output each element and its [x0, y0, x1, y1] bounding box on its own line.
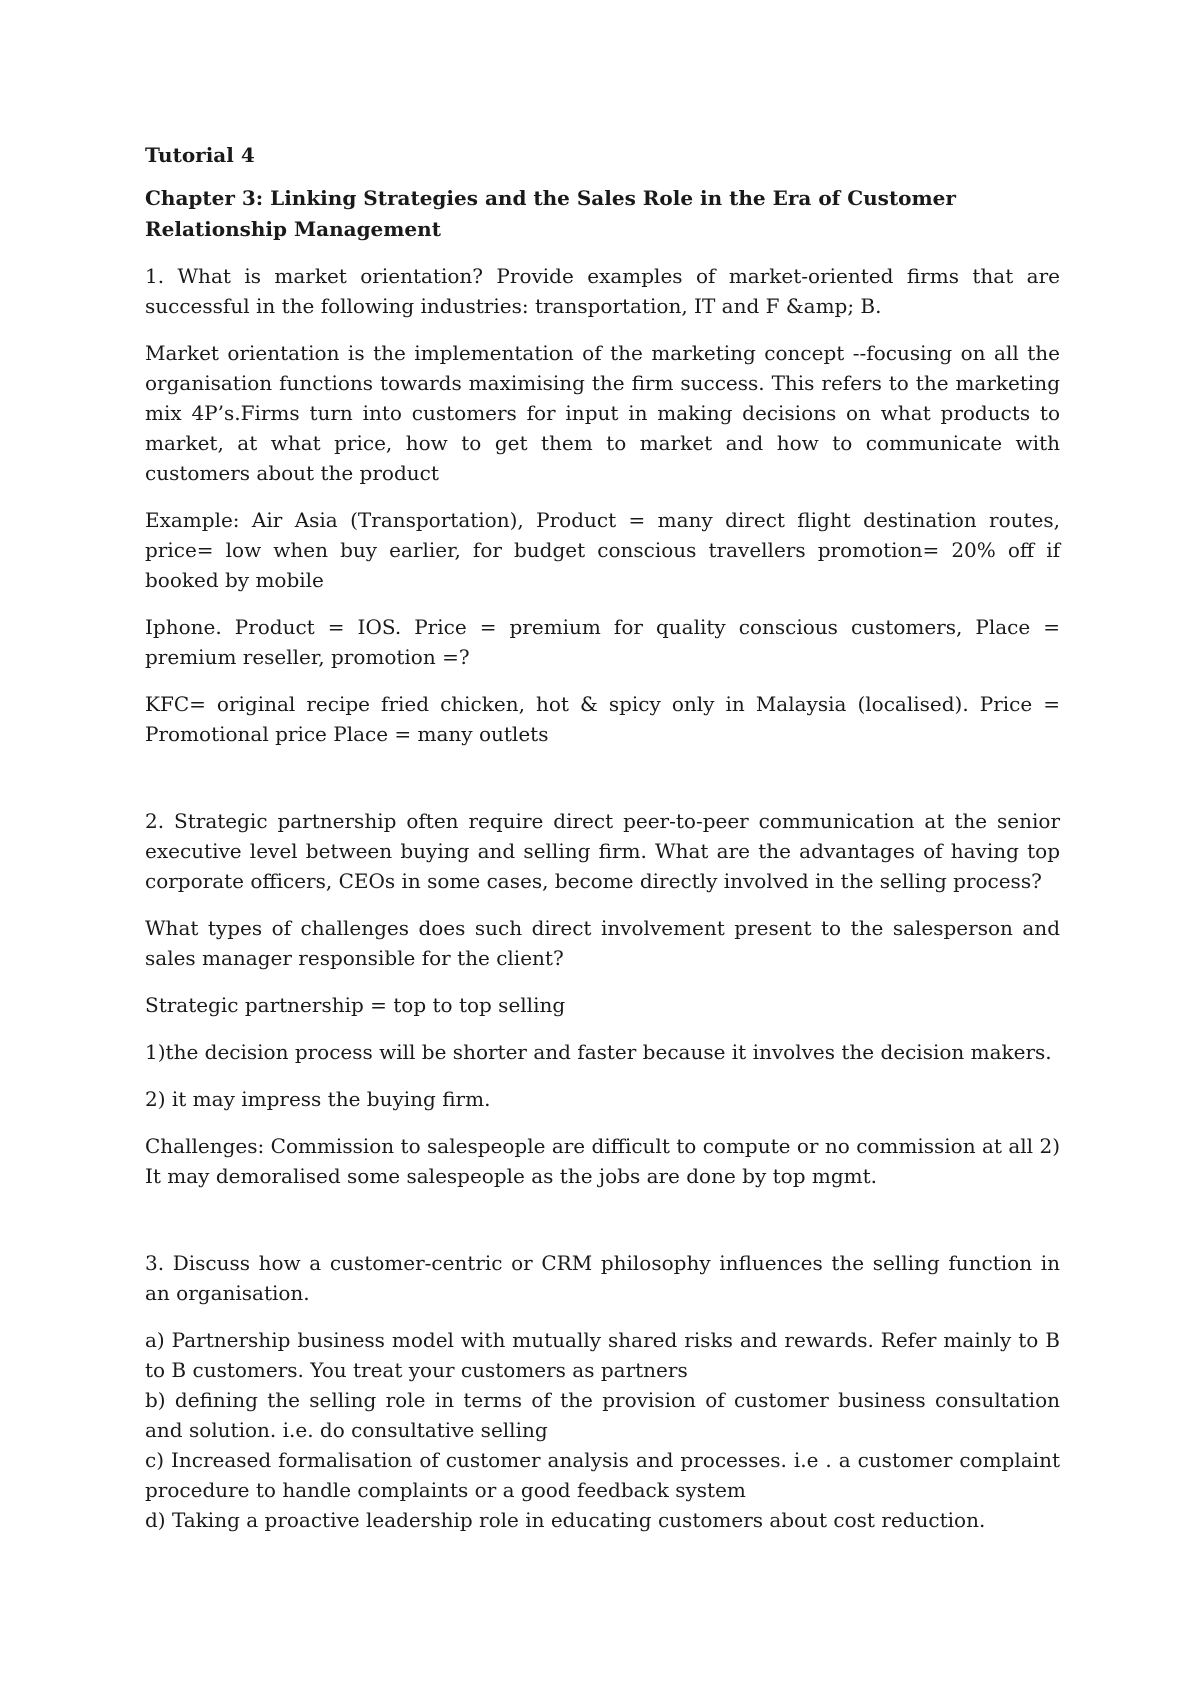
- list-item: a) Partnership business model with mutually shared risks and rewards. Refer mainly to B to B customers. You treat your customers as partners: [145, 1328, 1060, 1382]
- document-page: [145, 140, 1060, 1535]
- section-spacer: [145, 766, 1060, 806]
- answer-2-point-2: 2) it may impress the buying firm.: [145, 1087, 491, 1111]
- answer-2-intro: Strategic partnership = top to top selling: [145, 993, 566, 1017]
- answer-1-example-airasia: Example: Air Asia (Transportation), Product = many direct flight destination routes, price= low when buy earlier, for budget conscious travellers promotion= 20% off if booked by mobile: [145, 508, 1060, 592]
- question-2-part-b: What types of challenges does such direct involvement present to the salesperson and sales manager responsible for the client?: [145, 916, 1060, 970]
- answer-2-point-1: 1)the decision process will be shorter and faster because it involves the decision makers.: [145, 1040, 1052, 1064]
- list-item: b) defining the selling role in terms of the provision of customer business consultation and solution. i.e. do consultative selling: [145, 1388, 1060, 1442]
- list-item: c) Increased formalisation of customer analysis and processes. i.e . a customer complaint procedure to handle complaints or a good feedback system: [145, 1448, 1060, 1502]
- question-1: 1. What is market orientation? Provide examples of market-oriented firms that are successful in the following industries: transportation, IT and F &amp; B.: [145, 264, 1060, 318]
- chapter-heading: Chapter 3: Linking Strategies and the Sales Role in the Era of Customer Relationship Management: [145, 186, 956, 241]
- question-3: 3. Discuss how a customer-centric or CRM philosophy influences the selling function in an organisation.: [145, 1251, 1060, 1305]
- answer-2-challenges: Challenges: Commission to salespeople are difficult to compute or no commission at all 2) It may demoralised some salespeople as the jobs are done by top mgmt.: [145, 1134, 1060, 1188]
- answer-3-list: [145, 1325, 1060, 1535]
- document-title: Tutorial 4: [145, 143, 255, 167]
- answer-1-example-iphone: Iphone. Product = IOS. Price = premium for quality conscious customers, Place = premium reseller, promotion =?: [145, 615, 1060, 669]
- question-2: 2. Strategic partnership often require direct peer-to-peer communication at the senior executive level between buying and selling firm. What are the advantages of having top corporate officers, CEOs in some cases, become directly involved in the selling process?: [145, 809, 1060, 893]
- answer-1-example-kfc: KFC= original recipe fried chicken, hot & spicy only in Malaysia (localised). Price = Promotional price Place = many outlets: [145, 692, 1060, 746]
- section-spacer: [145, 1208, 1060, 1248]
- list-item: d) Taking a proactive leadership role in educating customers about cost reduction.: [145, 1508, 986, 1532]
- answer-1-definition: Market orientation is the implementation of the marketing concept --focusing on all the organisation functions towards maximising the firm success. This refers to the marketing mix 4P’s.Firms turn into customers for input in making decisions on what products to market, at what price, how to get them to market and how to communicate with customers about the product: [145, 341, 1060, 485]
